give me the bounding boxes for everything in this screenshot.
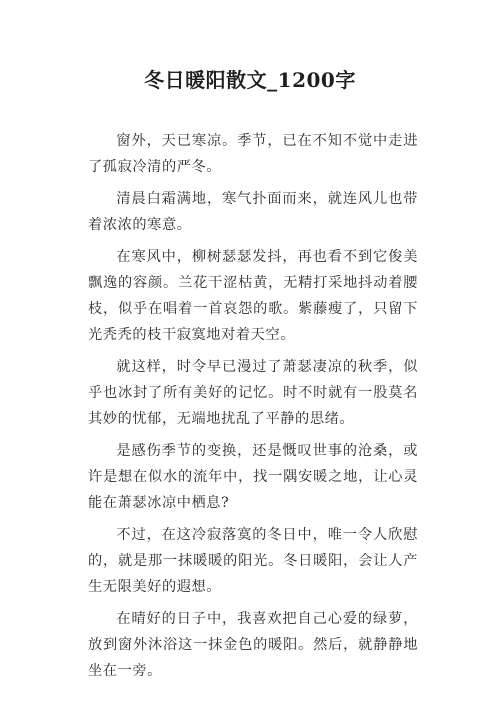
paragraph: 在晴好的日子中，我喜欢把自己心爱的绿萝，放到窗外沐浴这一抹金色的暖阳。然后，就静静地坐在一旁。: [88, 611, 418, 679]
document-body: [88, 128, 418, 690]
paragraph: 在寒风中，柳树瑟瑟发抖，再也看不到它俊美飘逸的容颜。兰花干涩枯黄，无精打采地抖动着腰枝，似乎在唱着一首哀怨的歌。紫藤瘦了，只留下光秃秃的枝干寂寞地对着天空。: [88, 249, 418, 343]
paragraph: 窗外，天已寒凉。季节，已在不知不觉中走进了孤寂冷清的严冬。: [88, 133, 418, 175]
paragraph: 清晨白霜满地，寒气扑面而来，就连风儿也带着浓浓的寒意。: [88, 191, 418, 233]
paragraph: 不过，在这冷寂落寞的冬日中，唯一令人欣慰的，就是那一抹暖暖的阳光。冬日暖阳，会让人产生无限美好的遐想。: [88, 527, 418, 595]
paragraph: 就这样，时令早已漫过了萧瑟凄凉的秋季，似乎也冰封了所有美好的记忆。时不时就有一股莫名其妙的忧郁，无端地扰乱了平静的思绪。: [88, 359, 418, 427]
document-title: 冬日暖阳散文_1200字: [144, 68, 356, 92]
paragraph: 是感伤季节的变换，还是慨叹世事的沧桑，或许是想在似水的流年中，找一隅安暖之地，让心灵能在萧瑟冰凉中栖息?: [88, 443, 418, 511]
